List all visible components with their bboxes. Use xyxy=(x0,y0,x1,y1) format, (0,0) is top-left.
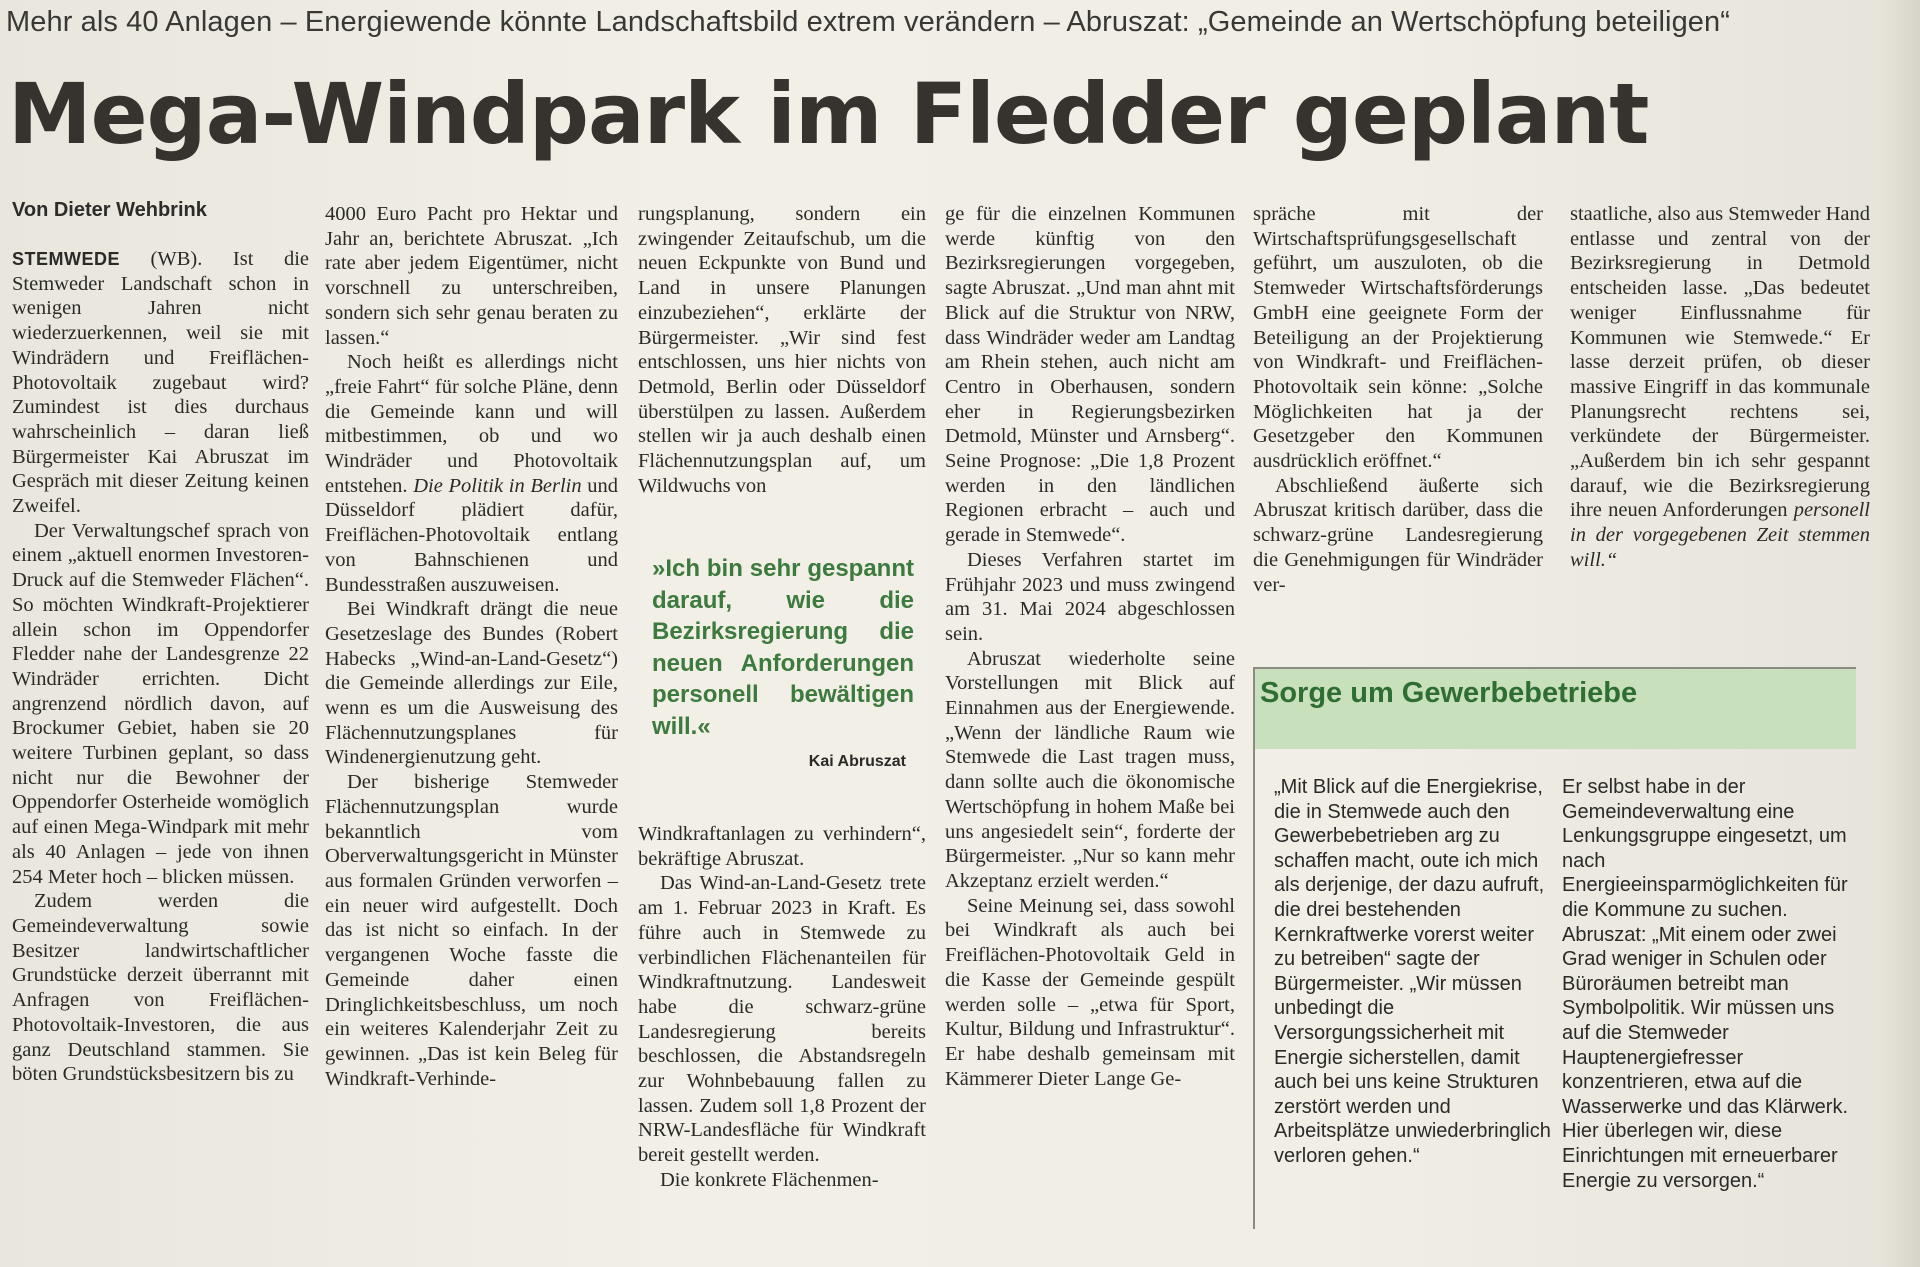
paragraph: Bei Windkraft drängt die neue Gesetzeslage des Bundes (Robert Habecks „Wind-an-Land-Gesetz“) die Gemeinde allerdings zur Eile, wenn es um die Ausweisung des Flächennutzungsplanes für Windenergienutzung geht. xyxy=(325,598,618,769)
paragraph-text: Noch heißt es allerdings nicht „freie Fahrt“ für solche Pläne, denn die Gemeinde kann und will mitbestimmen, ob und wo Windräder und Photovoltaik entstehen. xyxy=(325,351,618,497)
paragraph: Die konkrete Flächenmen- xyxy=(660,1168,879,1191)
article-column-3 xyxy=(638,202,926,498)
paragraph: Zudem werden die Gemeindeverwaltung sowie Besitzer landwirtschaftlicher Grundstücke derzeit überrannt mit Anfragen von Freiflächen-Photovoltaik-Investoren, die aus ganz Deutschland stammen. Sie böten Grundstücksbesitzern bis zu xyxy=(12,890,309,1086)
paragraph xyxy=(12,247,309,519)
paragraph: Seine Meinung sei, dass sowohl bei Windkraft als auch bei Freiflächen-Photovoltaik Geld in die Kasse der Gemeinde gespült werden solle – „etwa für Sport, Kultur, Bildung und Infrastruktur“. Er habe deshalb gemeinsam mit Kämmerer Dieter Lange Ge- xyxy=(945,894,1235,1090)
paragraph: Das Wind-an-Land-Gesetz trete am 1. Februar 2023 in Kraft. Es führe auch in Stemwede zu verbindlichen Flächenanteilen für Windkraftnutzung. Landesweit habe die schwarz-grüne Landesregierung bereits beschlossen, die Abstandsregeln zur Wohnbebauung fallen zu lassen. Zudem soll 1,8 Prozent der NRW-Landesfläche für Windkraft bereit gestellt werden. xyxy=(638,872,926,1167)
article-column-2 xyxy=(325,202,618,1091)
paragraph: Abschließend äußerte sich Abruszat kritisch darüber, dass die schwarz-grüne Landesregierung die Genehmigungen für Windräder ver- xyxy=(1253,474,1543,596)
article-column-5 xyxy=(1253,202,1543,597)
paragraph-text: staatliche, also aus Stemweder Hand entlasse und zentral von der Bezirksregierung in Detmold entscheiden lasse. „Das bedeutet weniger Einflussnahme für Kommunen wie Stemwede.“ Er lasse derzeit prüfen, ob dieser massive Eingriff in das kommunale Planungsrecht rechtens sei, verkündete der Bürgermeister. „Außerdem bin ich sehr gespannt darauf, wie die Bezirksregierung ihre neuen Anforderungen xyxy=(1570,203,1871,522)
box-title: Sorge um Gewerbebetriebe xyxy=(1260,677,1638,709)
pull-quote-author: Kai Abruszat xyxy=(808,753,906,770)
paragraph: Dieses Verfahren startet im Frühjahr 2023 und muss zwingend am 31. Mai 2024 abgeschlossen sein. xyxy=(945,548,1235,645)
paragraph: spräche mit der Wirtschaftsprüfungsgesellschaft geführt, um auszuloten, ob die Stemweder Wirtschaftsförderungs GmbH eine geeignete Form der Beteiligung an der Projektierung von Windkraft- und Freiflächen-Photovoltaik sein könne: „Solche Möglichkeiten hat ja der Gesetzgeber den Kommunen ausdrücklich eröffnet.“ xyxy=(1253,203,1543,473)
paragraph: Er selbst habe in der Gemeindeverwaltung eine Lenkungsgruppe eingesetzt, um nach Energieeinsparmöglichkeiten für die Kommune zu suchen. Abruszat: „Mit einem oder zwei Grad weniger in Schulen oder Büroräumen betreibt man Symbolpolitik. Wir müssen uns auf die Stemweder Hauptenergiefresser konzentrieren, etwa auf die Wasserwerke und das Klärwerk. Hier überlegen wir, diese Einrichtungen mit erneuerbarer Energie zu versorgen.“ xyxy=(1562,776,1849,1192)
paragraph: rungsplanung, sondern ein zwingender Zeitaufschub, um die neuen Eckpunkte von Bund und Land in unsere Planungen einzubeziehen“, erklärte der Bürgermeister. „Wir sind fest entschlossen, uns hier nichts von Detmold, Berlin oder Düsseldorf überstülpen zu lassen. Außerdem stellen wir ja auch deshalb einen Flächennutzungsplan auf, um Wildwuchs von xyxy=(638,203,926,497)
paragraph: Abruszat wiederholte seine Vorstellungen mit Blick auf Einnahmen aus der Energiewende. „Wenn der ländliche Raum wie Stemwede die Last tragen muss, dann sollte auch die ökonomische Wertschöpfung in hohem Maße bei uns angesiedelt sein“, forderte der Bürgermeister. „Nur so kann mehr Akzeptanz erzielt werden.“ xyxy=(945,647,1235,892)
headline: Mega-Windpark im Fledder geplant xyxy=(8,65,1649,163)
byline: Von Dieter Wehbrink xyxy=(12,199,207,221)
article-column-4 xyxy=(945,202,1235,1091)
paragraph: „Mit Blick auf die Energiekrise, die in Stemwede auch den Gewerbebetrieben arg zu schaffen macht, oute ich mich als derjenige, der dazu aufruft, die drei bestehenden Kernkraftwerke vorerst weiter zu betreiben“ sagte der Bürgermeister. „Wir müssen unbedingt die Versorgungssicherheit mit Energie sicherstellen, damit auch bei uns keine Strukturen zerstört werden und Arbeitsplätze unwiederbringlich verloren gehen.“ xyxy=(1274,776,1551,1167)
article-column-3-continued xyxy=(638,822,926,1193)
paragraph: Der bisherige Stemweder Flächennutzungsplan wurde bekanntlich vom Oberverwaltungsgericht in Münster aus formalen Gründen verworfen – ein neuer wird aufgestellt. Doch das ist nicht so einfach. In der vergangenen Woche fasste die Gemeinde daher einen Dringlichkeitsbeschluss, um noch ein weiteres Kalenderjahr Zeit zu gewinnen. „Das ist kein Beleg für Windkraft-Verhinde- xyxy=(325,771,618,1090)
paragraph xyxy=(325,350,618,597)
paragraph-text: und Düsseldorf plädiert dafür, Freiflächen-Photovoltaik entlang von Bahnschienen und Bundesstraßen auszuweisen. xyxy=(325,474,618,596)
paragraph: Windkraftanlagen zu verhindern“, bekräftige Abruszat. xyxy=(638,823,926,870)
paragraph: ge für die einzelnen Kommunen werde künftig von den Bezirksregierungen vorgegeben, sagte Abruszat. „Und man ahnt mit Blick auf die Struktur von NRW, dass Windräder weder am Landtag am Rhein stehen, auch nicht am Centro in Oberhausen, sondern eher in Regierungsbezirken Detmold, Münster und Arnsberg“. Seine Prognose: „Die 1,8 Prozent werden in den ländlichen Regionen erbracht – auch und gerade in Stemwede“. xyxy=(945,203,1235,547)
article-column-1 xyxy=(12,247,309,1087)
paragraph: Der Verwaltungschef sprach von einem „aktuell enormen Investoren-Druck auf die Stemweder Flächen“. So möchten Windkraft-Projektierer allein schon im Oppendorfer Fledder nahe der Landesgrenze 22 Windräder errichten. Dicht angrenzend nördlich davon, auf Brockumer Gebiet, haben sie 20 weitere Turbinen geplant, so dass nicht nur die Bewohner der Oppendorfer Osterheide womöglich auf einen Mega-Windpark mit mehr als 40 Anlagen – jede von ihnen 254 Meter hoch – blicken müssen. xyxy=(12,519,309,888)
dateline-source: (WB). xyxy=(120,248,203,270)
paragraph xyxy=(1570,202,1870,573)
box-column-1 xyxy=(1274,775,1554,1169)
box-divider-vertical xyxy=(1253,667,1255,1229)
article-column-6 xyxy=(1570,202,1870,573)
paragraph-text: Ist die Stemweder Landschaft schon in wenigen Jahren nicht wiederzuerkennen, weil sie mit Windrädern und Freiflächen-Photovoltaik zugebaut wird? Zumindest ist dies durchaus wahrscheinlich – daran ließ Bürgermeister Kai Abruszat im Gespräch mit dieser Zeitung keinen Zweifel. xyxy=(12,248,309,518)
box-column-2 xyxy=(1562,775,1852,1193)
dateline-location: STEMWEDE xyxy=(12,249,121,269)
pull-quote: »Ich bin sehr gespannt darauf, wie die Bezirksregierung die neuen Anforderungen personell bewältigen will.« xyxy=(652,555,914,740)
kicker-line: Mehr als 40 Anlagen – Energiewende könnte Landschaftsbild extrem verändern – Abruszat: „Gemeinde an Wertschöpfung beteiligen“ xyxy=(6,6,1731,38)
italic-text: personell in der vorgegebenen Zeit stemmen will.“ xyxy=(1570,499,1871,571)
italic-text: Die Politik in Berlin xyxy=(407,474,582,497)
paragraph: 4000 Euro Pacht pro Hektar und Jahr an, berichtete Abruszat. „Ich rate aber jedem Eigentümer, nicht vorschnell zu unterschreiben, sondern sich sehr genau beraten zu lassen.“ xyxy=(325,203,618,349)
